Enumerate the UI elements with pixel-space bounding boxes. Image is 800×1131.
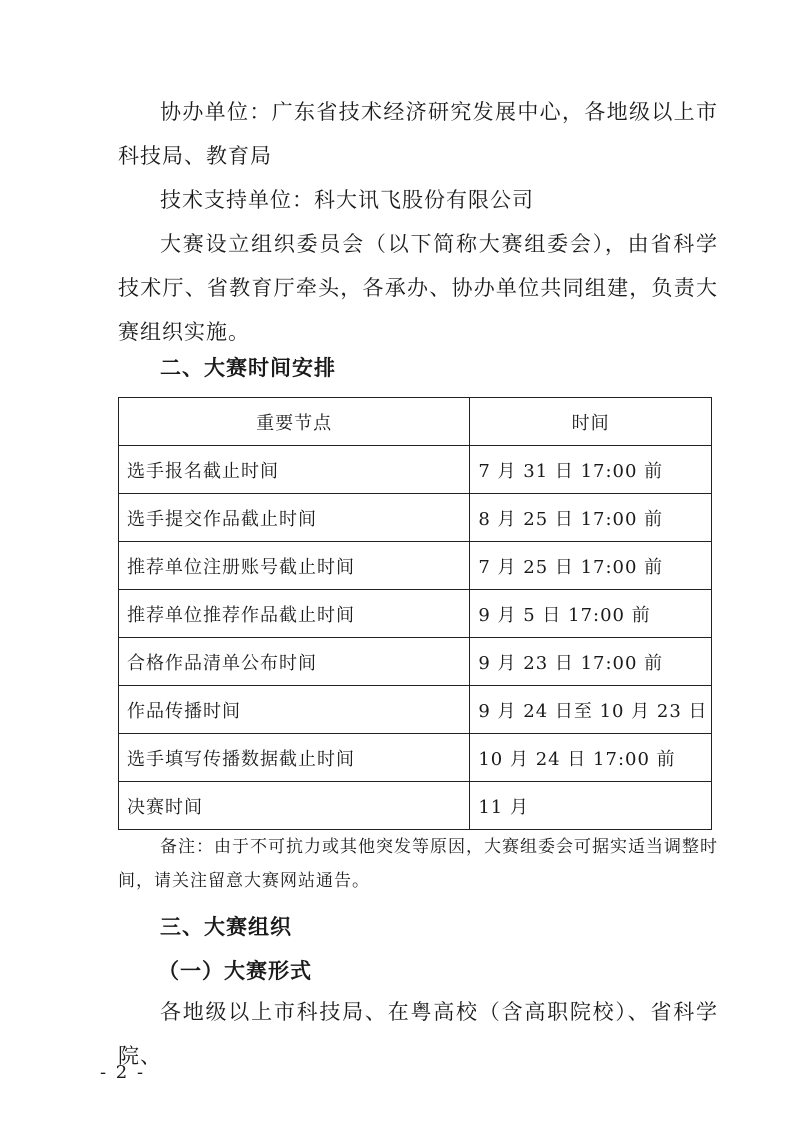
row-node: 合格作品清单公布时间 [119,638,470,686]
row-time: 10 月 24 日 17:00 前 [470,734,712,782]
row-node: 选手填写传播数据截止时间 [119,734,470,782]
table-row [119,686,712,734]
row-node: 选手报名截止时间 [119,446,470,494]
table-row [119,542,712,590]
page-number: - 2 - [100,1062,146,1083]
header-node: 重要节点 [119,398,470,446]
table-row [119,734,712,782]
table-row [119,494,712,542]
row-node: 选手提交作品截止时间 [119,494,470,542]
row-time: 9 月 24 日至 10 月 23 日 [470,686,712,734]
row-time: 7 月 25 日 17:00 前 [470,542,712,590]
row-node: 推荐单位注册账号截止时间 [119,542,470,590]
row-node: 推荐单位推荐作品截止时间 [119,590,470,638]
table-row [119,782,712,830]
row-time: 7 月 31 日 17:00 前 [470,446,712,494]
tech-support-paragraph: 技术支持单位：科大讯飞股份有限公司 [160,188,534,212]
header-time: 时间 [470,398,712,446]
table-row [119,590,712,638]
row-time: 11 月 [470,782,712,830]
committee-paragraph: 大赛设立组织委员会（以下简称大赛组委会），由省科学技术厅、省教育厅牵头，各承办、协办单位共同组建，负责大赛组织实施。 [118,232,718,344]
row-time: 9 月 23 日 17:00 前 [470,638,712,686]
table-header-row [119,398,712,446]
row-node: 决赛时间 [119,782,470,830]
section-two-heading: 二、大赛时间安排 [160,356,336,380]
schedule-note: 备注：由于不可抗力或其他突发等原因，大赛组委会可据实适当调整时间，请关注留意大赛网站通告。 [118,837,718,891]
section-three-paragraph: 各地级以上市科技局、在粤高校（含高职院校）、省科学院、 [118,1000,718,1068]
table-row [119,446,712,494]
row-time: 8 月 25 日 17:00 前 [470,494,712,542]
section-three-heading: 三、大赛组织 [160,915,292,939]
schedule-table [118,397,712,830]
co-organizer-paragraph: 协办单位：广东省技术经济研究发展中心，各地级以上市科技局、教育局 [118,100,718,168]
row-time: 9 月 5 日 17:00 前 [470,590,712,638]
table-row [119,638,712,686]
row-node: 作品传播时间 [119,686,470,734]
section-three-subheading: （一）大赛形式 [158,959,312,983]
